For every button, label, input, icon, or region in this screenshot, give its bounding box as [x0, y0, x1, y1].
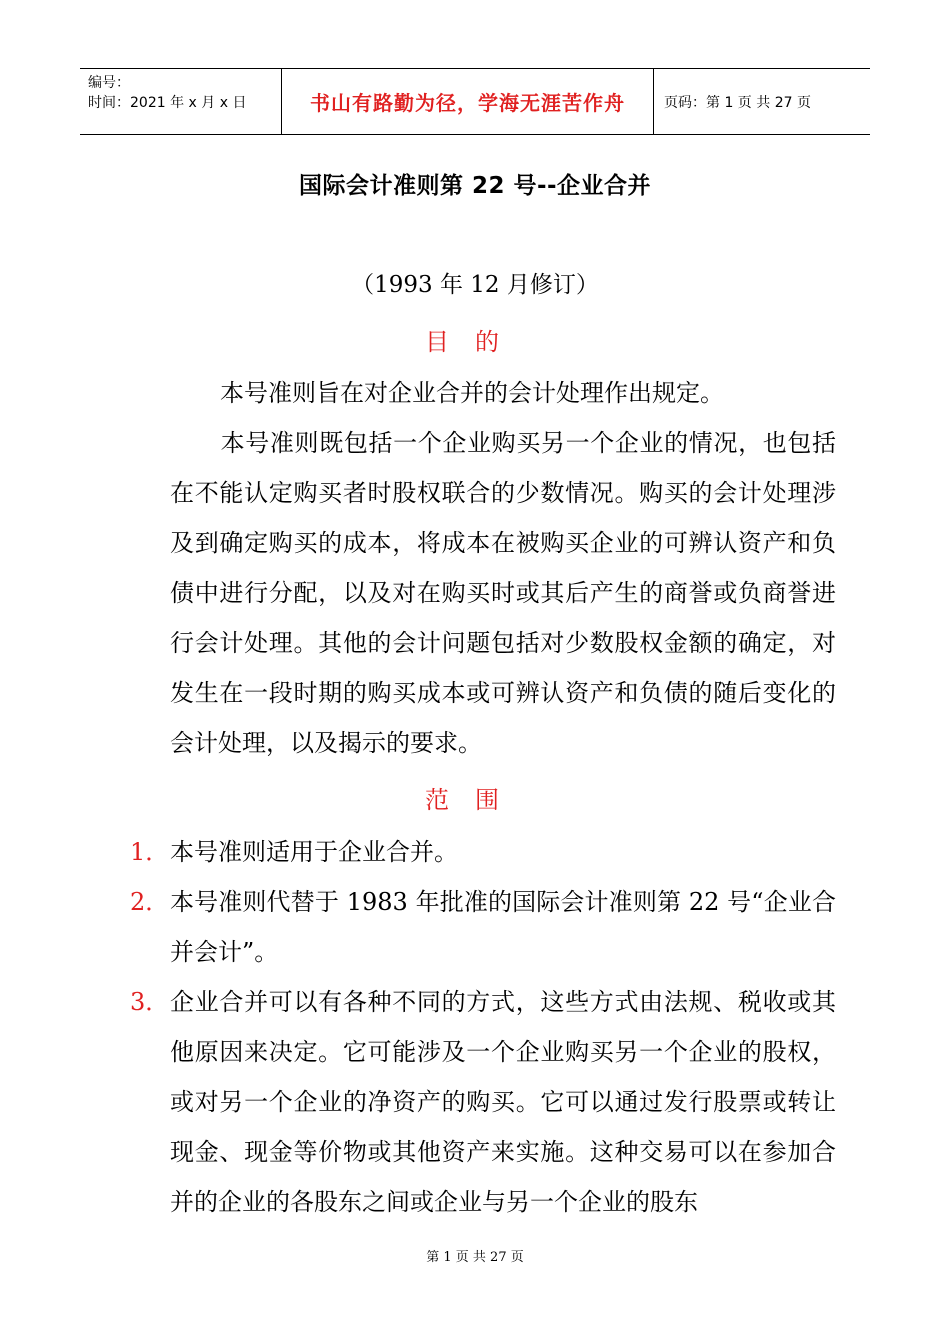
purpose-paragraph-text: 本号准则既包括一个企业购买另一个企业的情况，也包括在不能认定购买者时股权联合的少数情况。购买的会计处理涉及到确定购买的成本，将成本在被购买企业的可辨认资产和负债中进行分配，以及对在购买时或其后产生的商誉或负商誉进行会计处理。其他的会计问题包括对少数股权金额的确定，对发生在一段时期的购买成本或可辨认资产和负债的随后变化的会计处理，以及揭示的要求。: [170, 429, 836, 757]
purpose-paragraph: [170, 368, 836, 418]
scope-list-item: [130, 877, 836, 977]
list-item-text: 本号准则代替于 1983 年批准的国际会计准则第 22 号“企业合并会计”。: [170, 888, 836, 966]
header-motto: 书山有路勤为径，学海无涯苦作舟: [281, 69, 654, 134]
header-meta: [80, 69, 281, 134]
scope-list-item: [130, 977, 836, 1227]
page-header: [80, 68, 870, 135]
document-title: 国际会计准则第 22 号--企业合并: [298, 173, 652, 199]
header-page-info: 页码：第 1 页 共 27 页: [664, 94, 811, 111]
list-item-number: 2．: [130, 888, 170, 916]
scope-list-item: [130, 827, 836, 877]
page-footer: 第 1 页 共 27 页: [426, 1250, 524, 1265]
list-item-number: 1．: [130, 838, 170, 866]
purpose-paragraph: [170, 418, 836, 768]
document-number-label: 编号：: [88, 75, 130, 91]
list-item-text: 企业合并可以有各种不同的方式，这些方式由法规、税收或其他原因来决定。它可能涉及一个企业购买另一个企业的股权，或对另一个企业的净资产的购买。它可以通过发行股票或转让现金、现金等价物或其他资产来实施。这种交易可以在参加合并的企业的各股东之间或企业与另一个企业的股东: [170, 988, 836, 1216]
section-heading-purpose: 目的: [425, 328, 525, 356]
document-subtitle: （1993 年 12 月修订）: [351, 272, 599, 298]
document-date-label: 时间：2021 年 x 月 x 日: [88, 95, 247, 111]
list-item-text: 本号准则适用于企业合并。: [170, 838, 458, 866]
section-heading-scope: 范围: [425, 786, 525, 814]
list-item-number: 3．: [130, 988, 170, 1016]
purpose-paragraph-text: 本号准则旨在对企业合并的会计处理作出规定。: [220, 379, 724, 407]
